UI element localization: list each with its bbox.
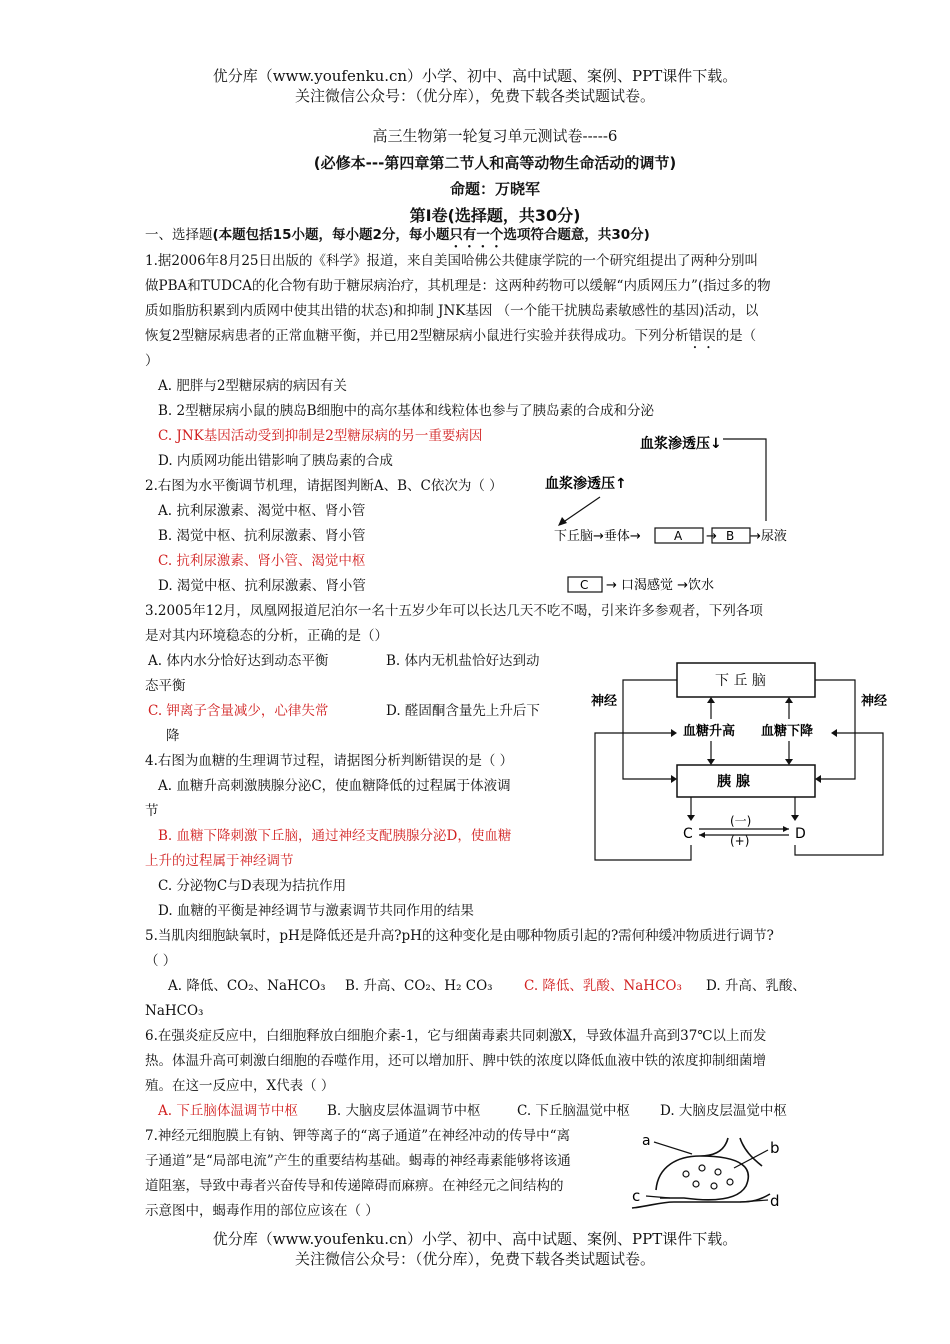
urine-label: →尿液	[750, 529, 787, 544]
axon-outline	[740, 1138, 762, 1166]
nerve-right-label: 神经	[861, 694, 888, 709]
header-line-2: 关注微信公众号：（优分库），免费下载各类试题试卷。	[294, 87, 655, 105]
q4-option-a-cont: 节	[145, 803, 159, 819]
q6-option-d[interactable]: D. 大脑皮层温觉中枢	[660, 1103, 787, 1119]
exam-author: 命题：万晓军	[449, 180, 540, 198]
label-a: a	[642, 1133, 651, 1149]
section-rule-b: 选项符合题意，共30分)	[503, 227, 650, 243]
q7-line-2: 子通道”是“局部电流”产生的重要结构基础。蝎毒的神经毒素能够将该通	[145, 1153, 571, 1169]
vesicle	[715, 1169, 721, 1175]
label-d: D	[795, 826, 806, 842]
q1-line-1: 1.据2006年8月25日出版的《科学》报道，来自美国哈佛公共健康学院的一个研究组提出了两种分别叫	[145, 253, 759, 269]
pointer-a	[654, 1142, 692, 1154]
arrowhead	[831, 729, 837, 737]
q5-option-d-cont: NaHCO₃	[145, 1003, 204, 1019]
q5-line-2: （ ）	[145, 953, 177, 969]
q7-line-1: 7.神经元细胞膜上有钠、钾等离子的“离子通道”在神经冲动的传导中“离	[145, 1128, 571, 1144]
hypothalamus-label: 下 丘 脑	[715, 673, 766, 689]
q4-option-a[interactable]: A. 血糖升高刺激胰腺分泌C，使血糖降低的过程属于体液调	[158, 778, 511, 794]
arrowhead	[671, 729, 677, 737]
hypothalamus-pituitary: 下丘脑→垂体→	[554, 529, 641, 544]
vesicle	[699, 1165, 705, 1171]
q3-line-1: 3.2005年12月，凤凰网报道尼泊尔一名十五岁少年可以长达几天不吃不喝，引来许多参观者，下列各项	[145, 603, 763, 619]
arrow-a-b: →	[706, 529, 717, 544]
thirst-label: → 口渴感觉 →饮水	[606, 578, 715, 593]
box-a-label: A	[674, 529, 683, 543]
vesicle	[693, 1181, 699, 1187]
arrowhead	[558, 517, 567, 526]
feedback-line-right	[723, 439, 766, 521]
q6-option-a[interactable]: A. 下丘脑体温调节中枢	[158, 1103, 298, 1119]
q6-option-c[interactable]: C. 下丘脑温觉中枢	[517, 1103, 630, 1119]
arrowhead	[791, 815, 799, 821]
q2-option-d[interactable]: D. 渴觉中枢、抗利尿激素、肾小管	[158, 578, 366, 594]
exam-subtitle: (必修本---第四章第二节人和高等动物生命活动的调节)	[313, 154, 677, 172]
label-minus: (一)	[730, 814, 752, 828]
q2-option-a[interactable]: A. 抗利尿激素、渴觉中枢、肾小管	[158, 503, 366, 519]
q1-option-d[interactable]: D. 内质网功能出错影响了胰岛素的合成	[158, 453, 393, 469]
nerve-left-path	[623, 680, 677, 779]
q6-option-b[interactable]: B. 大脑皮层体温调节中枢	[327, 1103, 481, 1119]
box-b-label: B	[726, 529, 735, 543]
q3-option-a[interactable]: A. 体内水分恰好达到动态平衡	[148, 653, 329, 669]
plasma-osmotic-up: 血浆渗透压↑	[545, 476, 627, 492]
q1-option-b[interactable]: B. 2型糖尿病小鼠的胰岛B细胞中的高尔基体和线粒体也参与了胰岛素的合成和分泌	[158, 403, 655, 419]
q2-stem: 2.右图为水平衡调节机理，请据图判断A、B、C依次为（ ）	[145, 478, 503, 494]
exam-title: 高三生物第一轮复习单元测试卷-----6	[372, 127, 618, 145]
arrowhead	[785, 697, 793, 703]
section-rule-emphasis: 只有一个	[449, 227, 504, 243]
q1-line-5: ）	[145, 353, 159, 369]
q3-option-c[interactable]: C. 钾离子含量减少，心律失常	[148, 703, 329, 719]
label-plus: (+)	[730, 834, 750, 848]
pointer-c	[646, 1196, 670, 1198]
q1-line-3: 质如脂肪积累到内质网中使其出错的状态)和抑制 JNK基因 （一个能干扰胰岛素敏感性的基因)活动，以	[145, 303, 759, 319]
q3-option-b-cont: 态平衡	[145, 678, 186, 694]
q3-line-2: 是对其内环境稳态的分析，正确的是（）	[145, 628, 388, 644]
arrowhead	[699, 832, 705, 838]
q1-emphasis: 错误	[688, 328, 716, 344]
q5-option-a[interactable]: A. 降低、CO₂、NaHCO₃	[168, 978, 326, 994]
q5-option-d[interactable]: D. 升高、乳酸、	[706, 978, 806, 994]
q4-stem: 4.右图为血糖的生理调节过程，请据图分析判断错误的是（ ）	[145, 753, 514, 769]
pancreas-label: 胰 腺	[717, 774, 750, 790]
q2-option-b[interactable]: B. 渴觉中枢、抗利尿激素、肾小管	[158, 528, 366, 544]
section-label: 一、选择题	[145, 227, 213, 243]
q3-option-d-cont: 降	[166, 728, 180, 744]
glucose-regulation-diagram	[585, 655, 895, 870]
q5-option-c[interactable]: C. 降低、乳酸、NaHCO₃	[524, 978, 682, 994]
q1-line-4-end: 的是（	[715, 328, 757, 344]
q2-option-c[interactable]: C. 抗利尿激素、肾小管、渴觉中枢	[158, 553, 366, 569]
q1-line-4	[145, 324, 756, 352]
vesicle	[711, 1183, 717, 1189]
glucose-up-label: 血糖升高	[683, 724, 736, 739]
box-c-label: C	[580, 578, 589, 592]
arrow-to-hypothalamus	[562, 497, 600, 523]
water-balance-diagram	[540, 425, 820, 600]
q7-line-4: 示意图中，蝎毒作用的部位应该在（ ）	[145, 1203, 379, 1219]
footer-line-2: 关注微信公众号：（优分库），免费下载各类试题试卷。	[294, 1250, 655, 1268]
pointer-b	[734, 1150, 768, 1168]
q6-line-2: 热。体温升高可刺激白细胞的吞噬作用，还可以增加肝、脾中铁的浓度以降低血液中铁的浓度抑制细菌增	[145, 1053, 766, 1069]
d-feedback-path	[795, 733, 883, 855]
q6-line-3: 殖。在这一反应中，X代表（ ）	[145, 1078, 335, 1094]
q3-option-b[interactable]: B. 体内无机盐恰好达到动	[386, 653, 540, 669]
label-c: c	[632, 1187, 641, 1205]
arrowhead	[687, 815, 695, 821]
q4-option-c[interactable]: C. 分泌物C与D表现为拮抗作用	[158, 878, 347, 894]
label-c: C	[683, 826, 693, 842]
nerve-left-label: 神经	[591, 694, 618, 709]
vesicle	[727, 1179, 733, 1185]
q4-option-b-cont: 上升的过程属于神经调节	[145, 853, 294, 869]
vesicle	[683, 1171, 689, 1177]
label-d: d	[770, 1192, 780, 1210]
nerve-right-path	[815, 680, 855, 779]
header-line-1: 优分库（www.youfenku.cn）小学、初中、高中试题、案例、PPT课件下载。	[212, 67, 738, 85]
section-instructions	[145, 223, 650, 251]
glucose-down-label: 血糖下降	[761, 724, 814, 739]
arrowhead	[815, 775, 821, 783]
q6-line-1: 6.在强炎症反应中，白细胞释放白细胞介素-1，它与细菌毒素共同刺激X，导致体温升高到37℃以上而发	[145, 1028, 767, 1044]
plasma-osmotic-down: 血浆渗透压↓	[640, 436, 722, 452]
q4-option-d[interactable]: D. 血糖的平衡是神经调节与激素调节共同作用的结果	[158, 903, 474, 919]
q5-line-1: 5.当肌肉细胞缺氧时，pH是降低还是升高?pH的这种变化是由哪种物质引起的?需何种缓冲物质进行调节?	[145, 928, 774, 944]
q5-option-b[interactable]: B. 升高、CO₂、H₂ CO₃	[345, 978, 493, 994]
label-b: b	[770, 1139, 780, 1157]
q1-line-2: 做PBA和TUDCA的化合物有助于糖尿病治疗，其机理是：这两种药物可以缓解“内质网压力”(指过多的物	[145, 278, 771, 294]
q4-option-b[interactable]: B. 血糖下降刺激下丘脑，通过神经支配胰腺分泌D，使血糖	[158, 828, 512, 844]
part-title: 第Ⅰ卷(选择题，共30分)	[409, 206, 581, 225]
q1-option-a[interactable]: A. 肥胖与2型糖尿病的病因有关	[158, 378, 347, 394]
arrowhead	[707, 759, 715, 765]
q3-option-d[interactable]: D. 醛固酮含量先上升后下	[386, 703, 540, 719]
footer-line-1: 优分库（www.youfenku.cn）小学、初中、高中试题、案例、PPT课件下载。	[212, 1230, 738, 1248]
q7-line-3: 道阻塞，导致中毒者兴奋传导和传递障碍而麻痹。在神经元之间结构的	[145, 1178, 564, 1194]
q1-option-c[interactable]: C. JNK基因活动受到抑制是2型糖尿病的另一重要病因	[158, 428, 483, 444]
arrowhead	[671, 775, 677, 783]
arrowhead	[785, 759, 793, 765]
section-rule-a: (本题包括15小题，每小题2分，每小题	[212, 227, 450, 243]
arrowhead	[707, 697, 715, 703]
synapse-diagram	[630, 1128, 800, 1218]
q1-line-4-text: 恢复2型糖尿病患者的正常血糖平衡，并已用2型糖尿病小鼠进行实验并获得成功。下列分析	[145, 328, 689, 344]
arrowhead	[783, 826, 789, 832]
